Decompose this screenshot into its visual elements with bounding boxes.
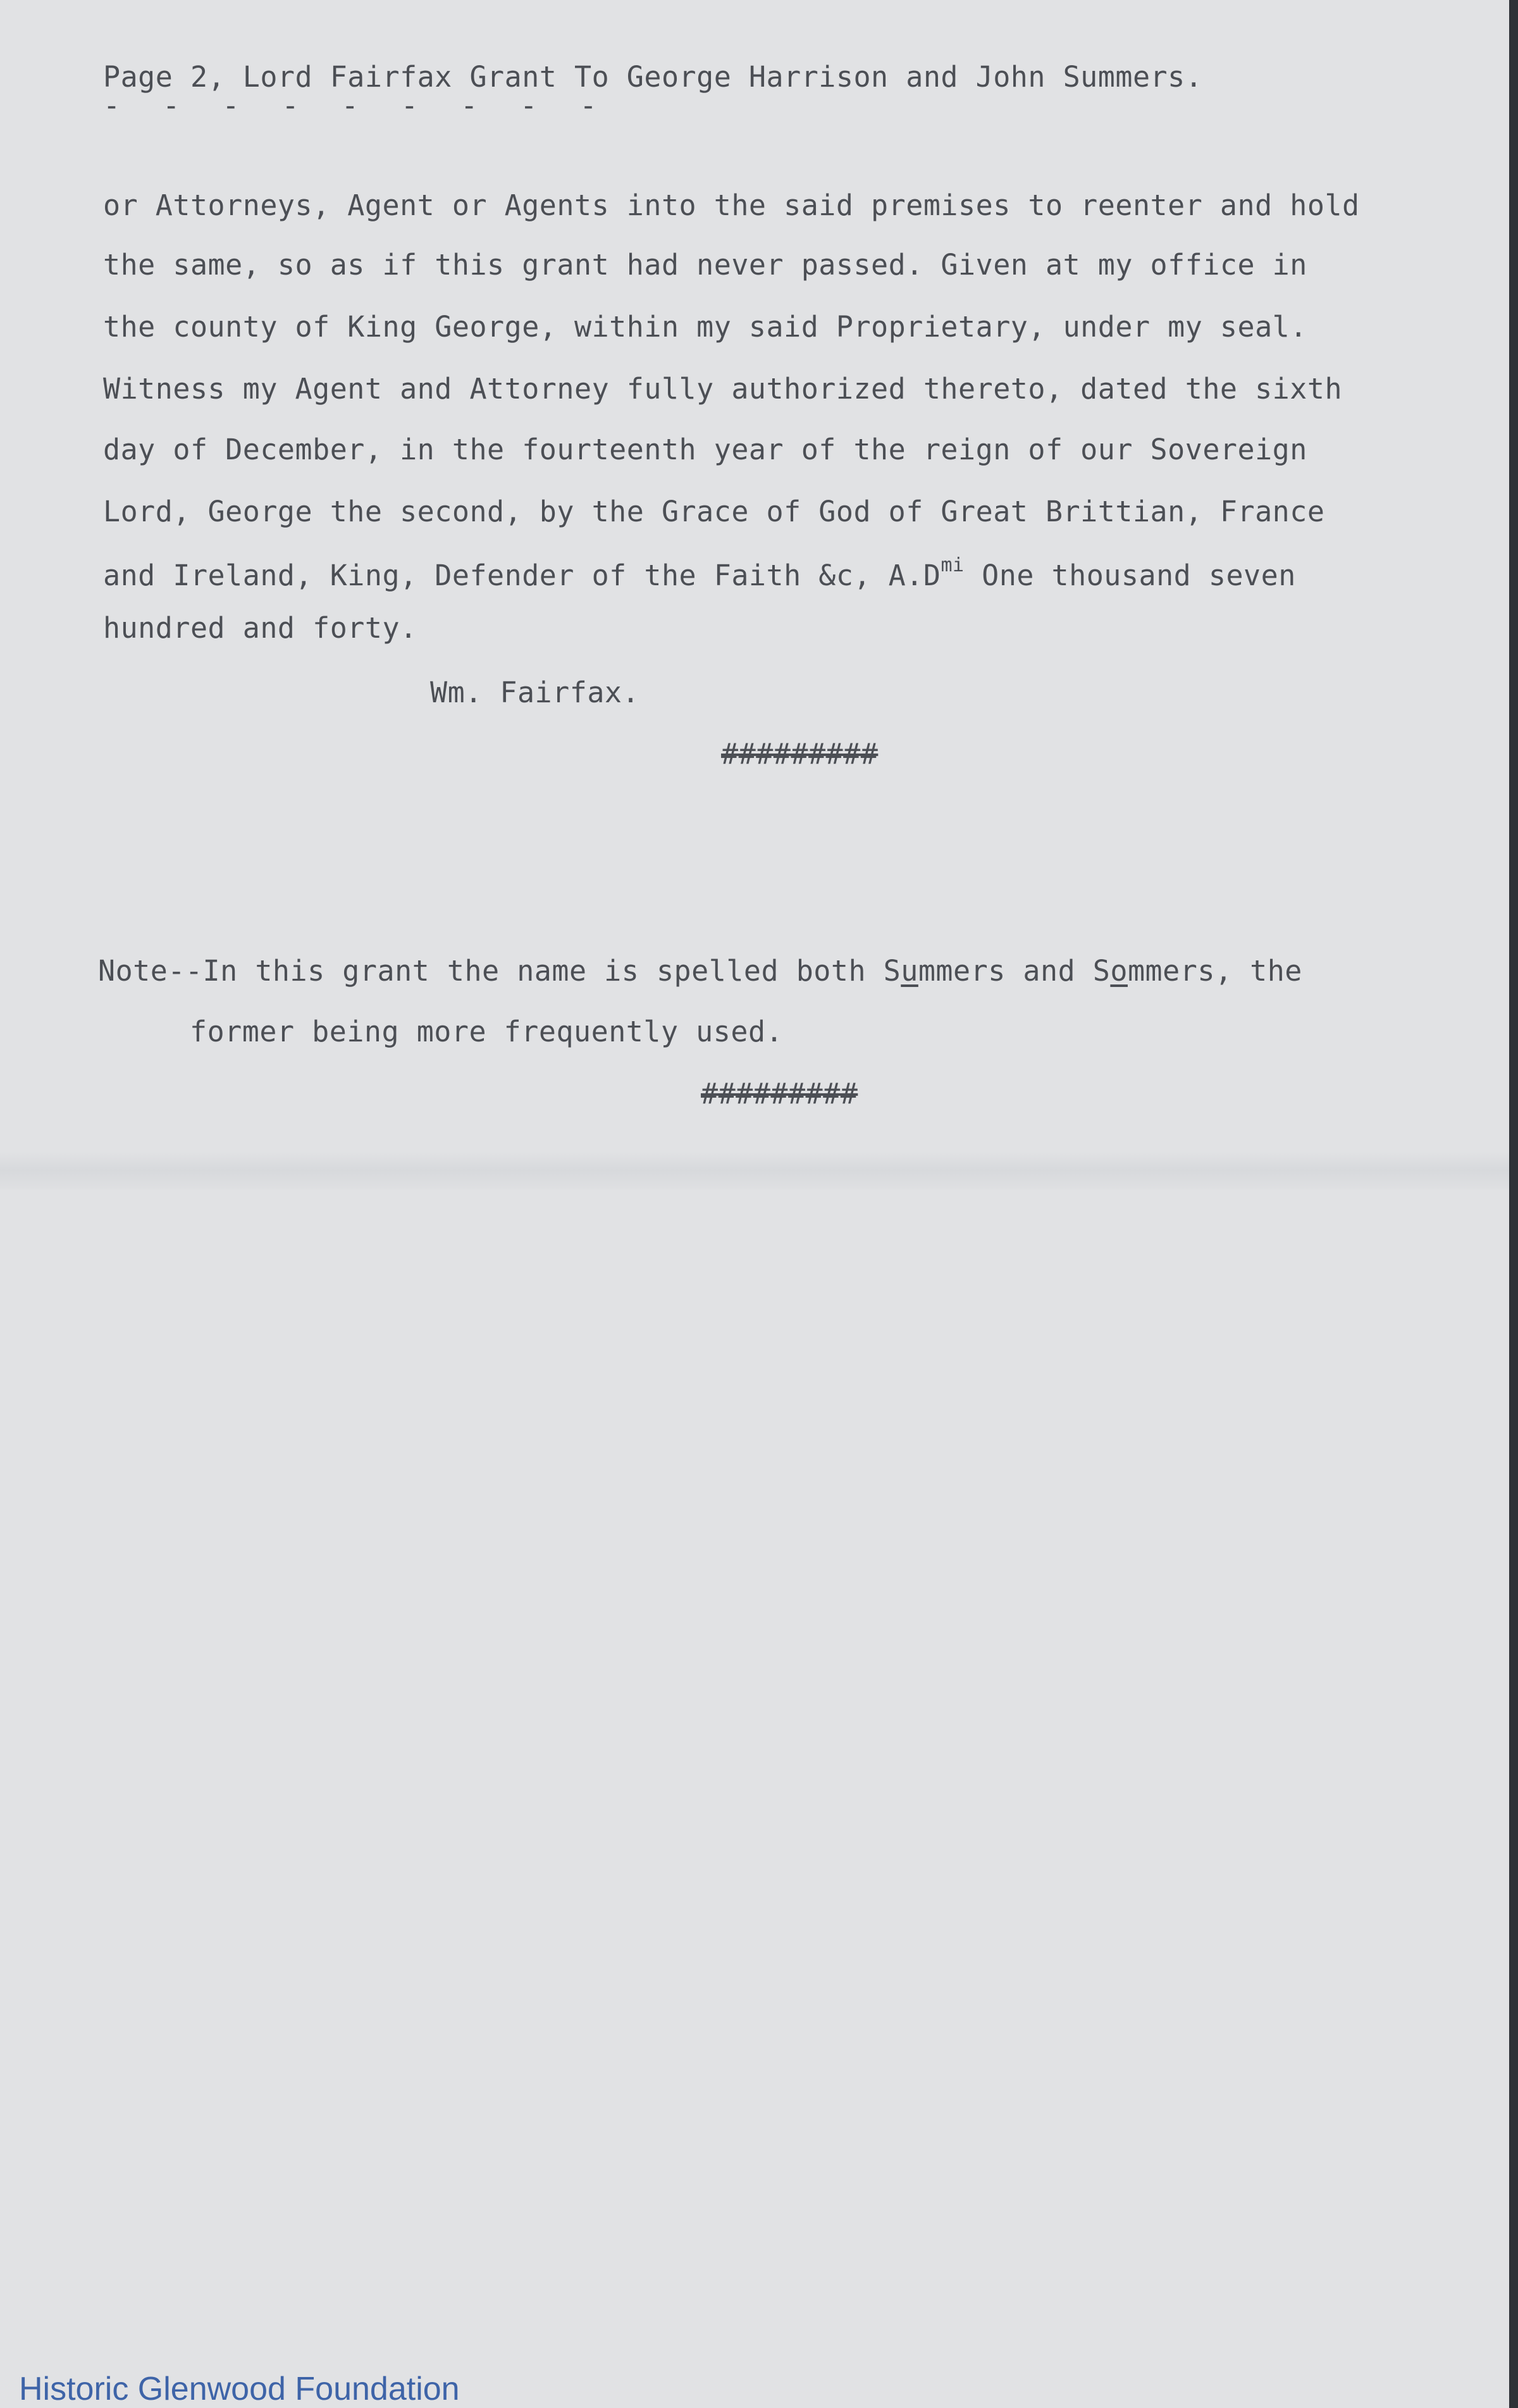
note-line-1 bbox=[98, 954, 1302, 988]
note-name-1-s: S bbox=[883, 954, 901, 988]
body-line-7-end: One thousand seven bbox=[964, 559, 1296, 592]
heading-dashes: - - - - - - - - - bbox=[103, 89, 610, 122]
note-name-2-rest: mmers, the bbox=[1127, 954, 1302, 988]
body-line-7 bbox=[103, 554, 1296, 592]
separator-hashes-1: ######### bbox=[721, 737, 879, 771]
body-line-8: hundred and forty. bbox=[103, 611, 417, 645]
page-heading: Page 2, Lord Fairfax Grant To George Harrison and John Summers. bbox=[103, 60, 1203, 94]
note-prefix: Note--In this grant the name is spelled both bbox=[98, 954, 884, 988]
note-name-2-s: S bbox=[1092, 954, 1111, 988]
anno-domini-superscript: mi bbox=[941, 554, 965, 576]
watermark-footer: Historic Glenwood Foundation bbox=[19, 2371, 460, 2407]
signature: Wm. Fairfax. bbox=[430, 676, 640, 709]
note-line-2: former being more frequently used. bbox=[190, 1015, 784, 1048]
separator-hashes-2: ######### bbox=[701, 1077, 858, 1110]
body-line-1: or Attorneys, Agent or Agents into the said premises to reenter and hold bbox=[103, 189, 1360, 222]
paper-fold bbox=[0, 1151, 1509, 1189]
body-line-5: day of December, in the fourteenth year of the reign of our Sovereign bbox=[103, 433, 1307, 466]
note-name-1-underlined: u bbox=[901, 954, 918, 988]
body-line-3: the county of King George, within my said Proprietary, under my seal. bbox=[103, 310, 1307, 344]
body-line-7-start: and Ireland, King, Defender of the Faith &c, A.D bbox=[103, 559, 941, 592]
body-line-4: Witness my Agent and Attorney fully authorized thereto, dated the sixth bbox=[103, 372, 1343, 406]
body-line-6: Lord, George the second, by the Grace of God of Great Brittian, France bbox=[103, 495, 1325, 528]
note-name-2-underlined: o bbox=[1110, 954, 1128, 988]
body-line-2: the same, so as if this grant had never passed. Given at my office in bbox=[103, 248, 1307, 282]
note-name-1-rest: mmers and bbox=[918, 954, 1093, 988]
